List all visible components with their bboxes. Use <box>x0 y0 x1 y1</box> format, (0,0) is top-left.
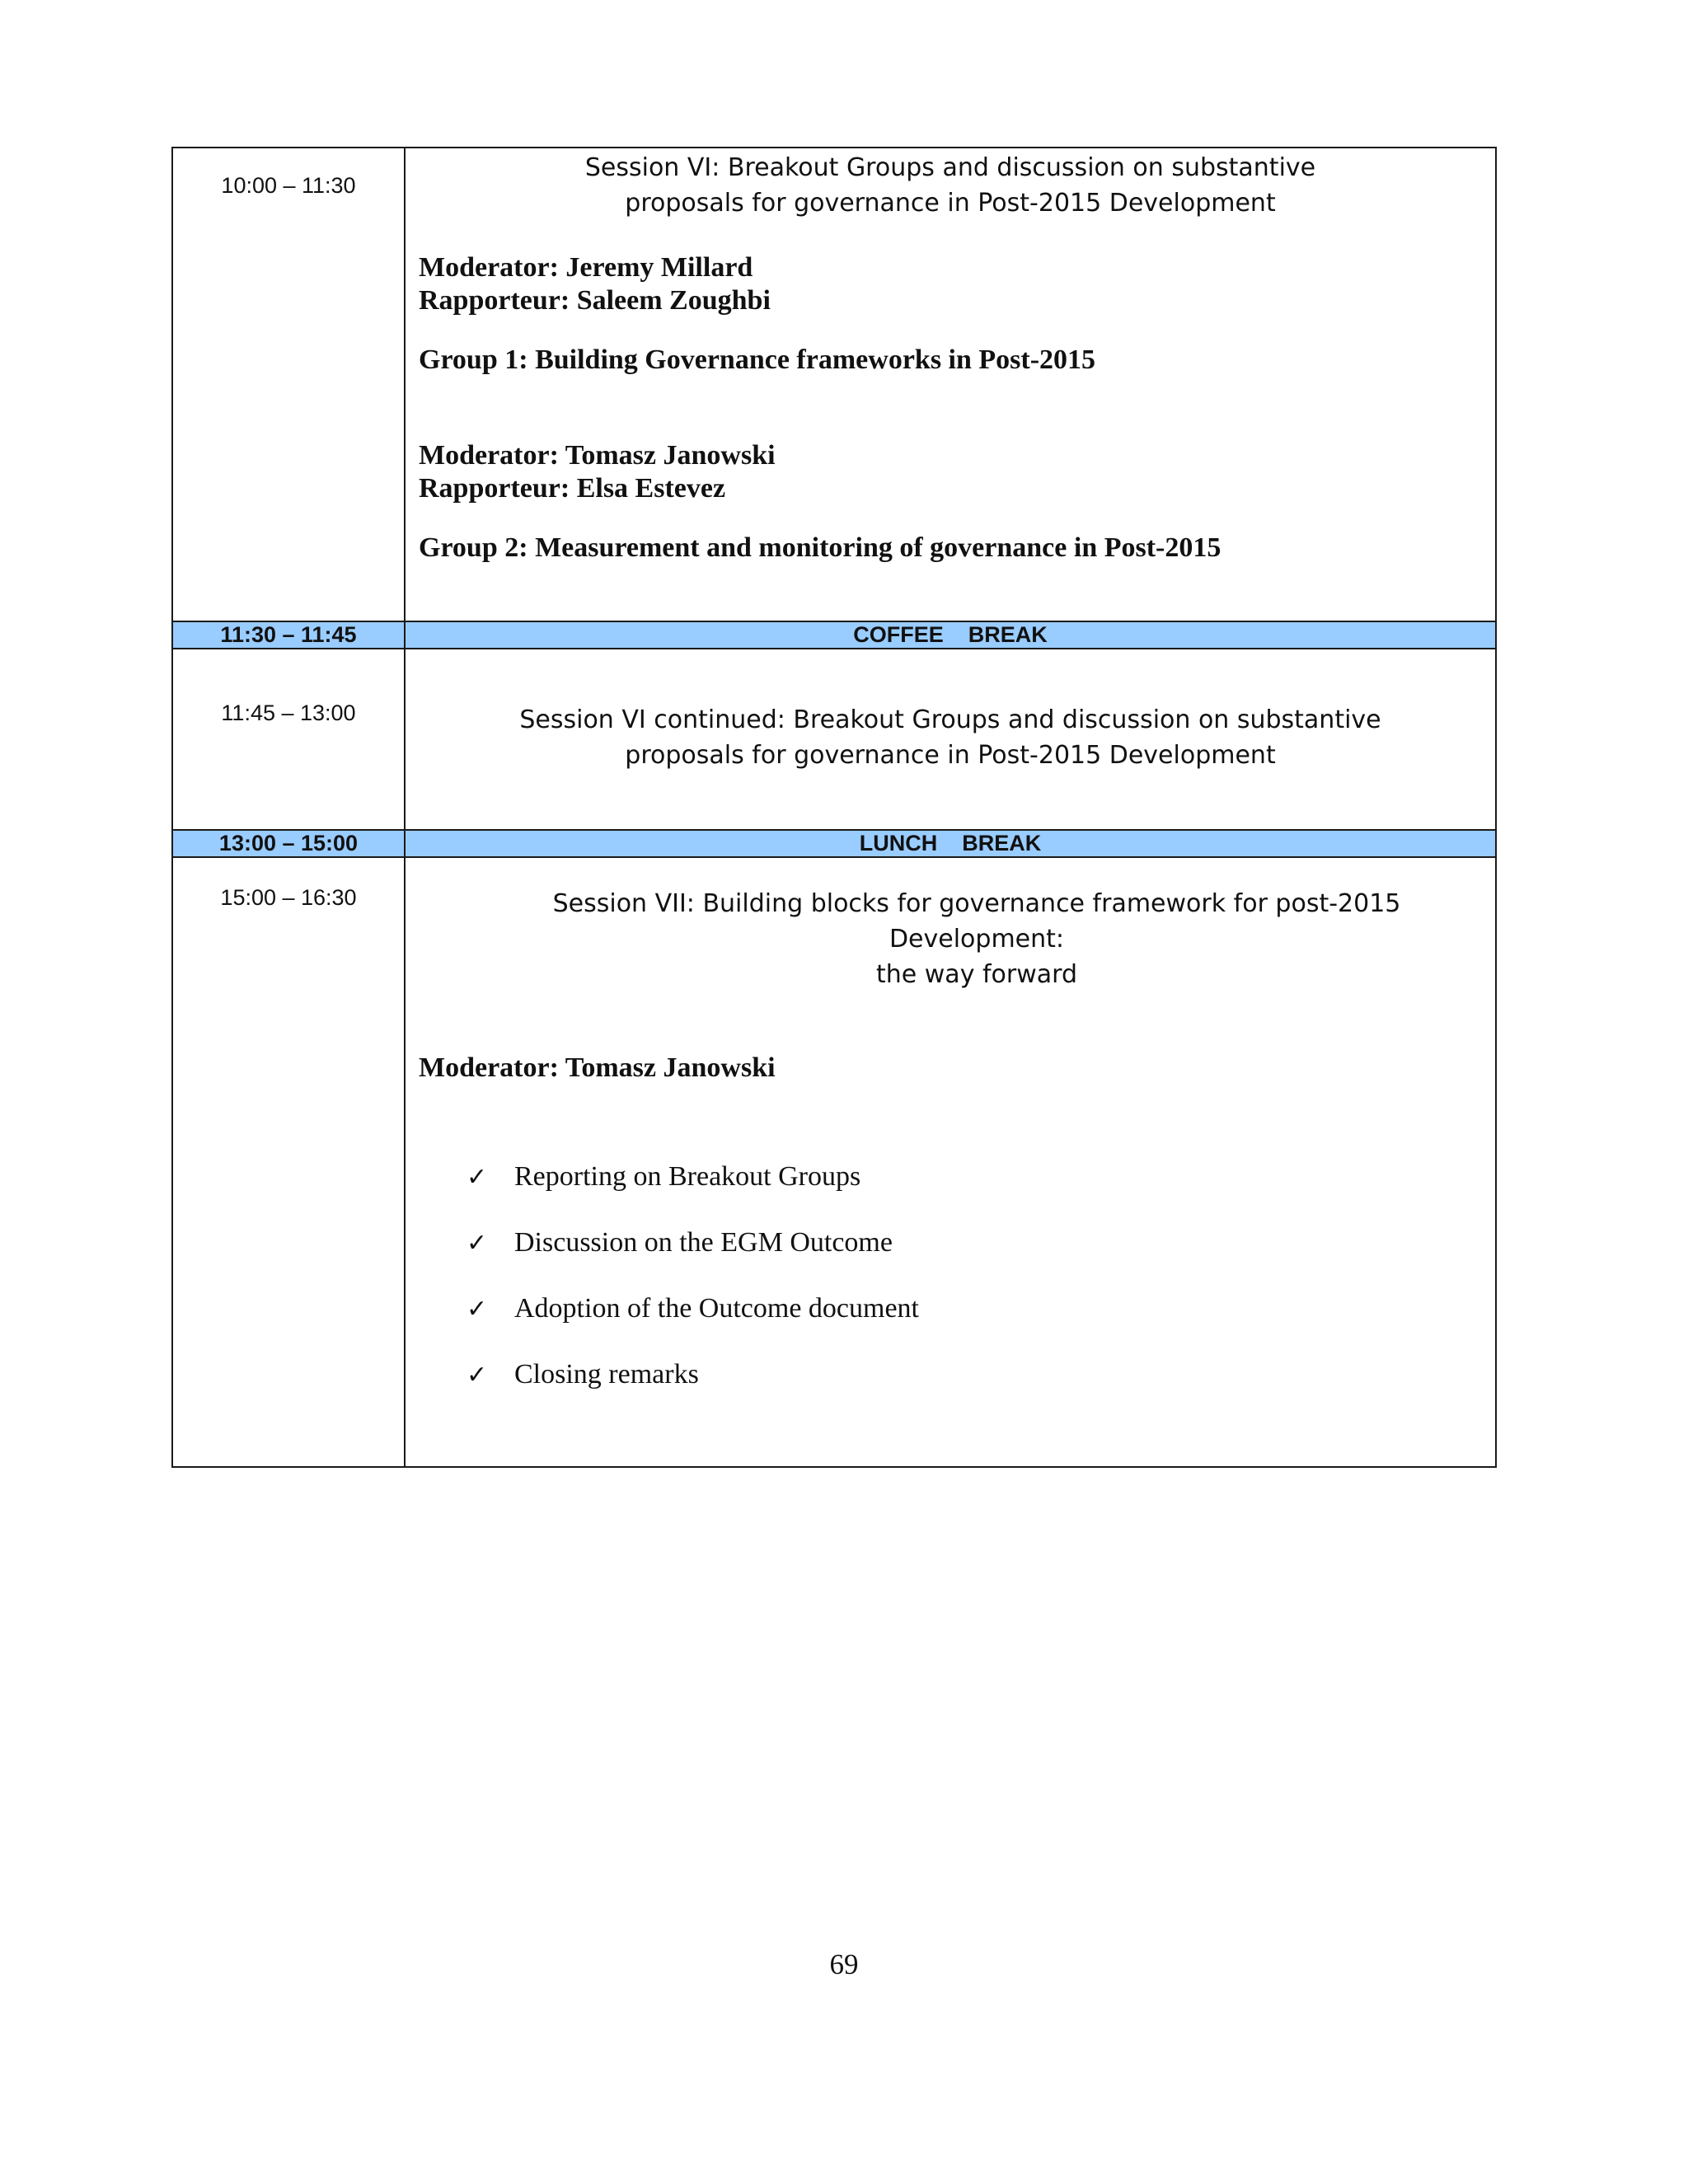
session-title-line: Session VI continued: Breakout Groups and discussion on substantive <box>519 705 1381 734</box>
agenda-table <box>171 147 1497 1468</box>
checkmark-icon: ✓ <box>467 1163 488 1192</box>
group-title: Group 1: Building Governance frameworks in Post-2015 <box>419 344 1096 375</box>
session-title-line: proposals for governance in Post-2015 Development <box>625 741 1276 770</box>
rapporteur: Rapporteur: Elsa Estevez <box>419 473 726 504</box>
list-item <box>467 1292 1482 1358</box>
list-item-text: Discussion on the EGM Outcome <box>514 1227 893 1258</box>
session-cell <box>405 857 1496 1467</box>
moderator: Moderator: Tomasz Janowski <box>419 440 776 471</box>
break-row <box>172 621 1496 649</box>
session-time: 15:00 – 16:30 <box>220 885 357 910</box>
list-item <box>467 1358 1482 1424</box>
break-time: 11:30 – 11:45 <box>172 621 405 649</box>
session-title <box>419 150 1482 221</box>
checkmark-icon: ✓ <box>467 1229 488 1258</box>
break-label: LUNCH BREAK <box>405 830 1496 857</box>
moderator: Moderator: Tomasz Janowski <box>419 1052 776 1083</box>
checkmark-icon: ✓ <box>467 1295 488 1324</box>
group-title: Group 2: Measurement and monitoring of governance in Post-2015 <box>419 532 1221 563</box>
session-title-line: the way forward <box>876 960 1077 989</box>
session-cell <box>405 649 1496 830</box>
session-cell <box>405 148 1496 621</box>
page-number: 69 <box>829 1948 859 1980</box>
session-title-line: proposals for governance in Post-2015 Development <box>625 189 1276 218</box>
time-cell <box>172 148 405 621</box>
session-time: 10:00 – 11:30 <box>221 173 356 198</box>
session-row <box>172 857 1496 1467</box>
session-title <box>419 886 1482 992</box>
list-item <box>467 1226 1482 1292</box>
list-item-text: Reporting on Breakout Groups <box>514 1161 861 1192</box>
outcome-checklist <box>419 1160 1482 1424</box>
break-time: 13:00 – 15:00 <box>172 830 405 857</box>
time-cell <box>172 857 405 1467</box>
list-item-text: Closing remarks <box>514 1359 699 1390</box>
session-title <box>406 702 1495 773</box>
time-cell <box>172 649 405 830</box>
checkmark-icon: ✓ <box>467 1361 488 1390</box>
list-item-text: Adoption of the Outcome document <box>514 1293 920 1324</box>
session-time: 11:45 – 13:00 <box>221 701 356 725</box>
list-item <box>467 1160 1482 1226</box>
moderator: Moderator: Jeremy Millard <box>419 252 753 283</box>
break-label: COFFEE BREAK <box>405 621 1496 649</box>
break-row <box>172 830 1496 857</box>
session-title-line: Session VII: Building blocks for governance framework for post-2015 Development: <box>552 889 1401 954</box>
rapporteur: Rapporteur: Saleem Zoughbi <box>419 285 771 316</box>
session-row <box>172 148 1496 621</box>
session-title-line: Session VI: Breakout Groups and discussion on substantive <box>584 153 1316 182</box>
session-row <box>172 649 1496 830</box>
